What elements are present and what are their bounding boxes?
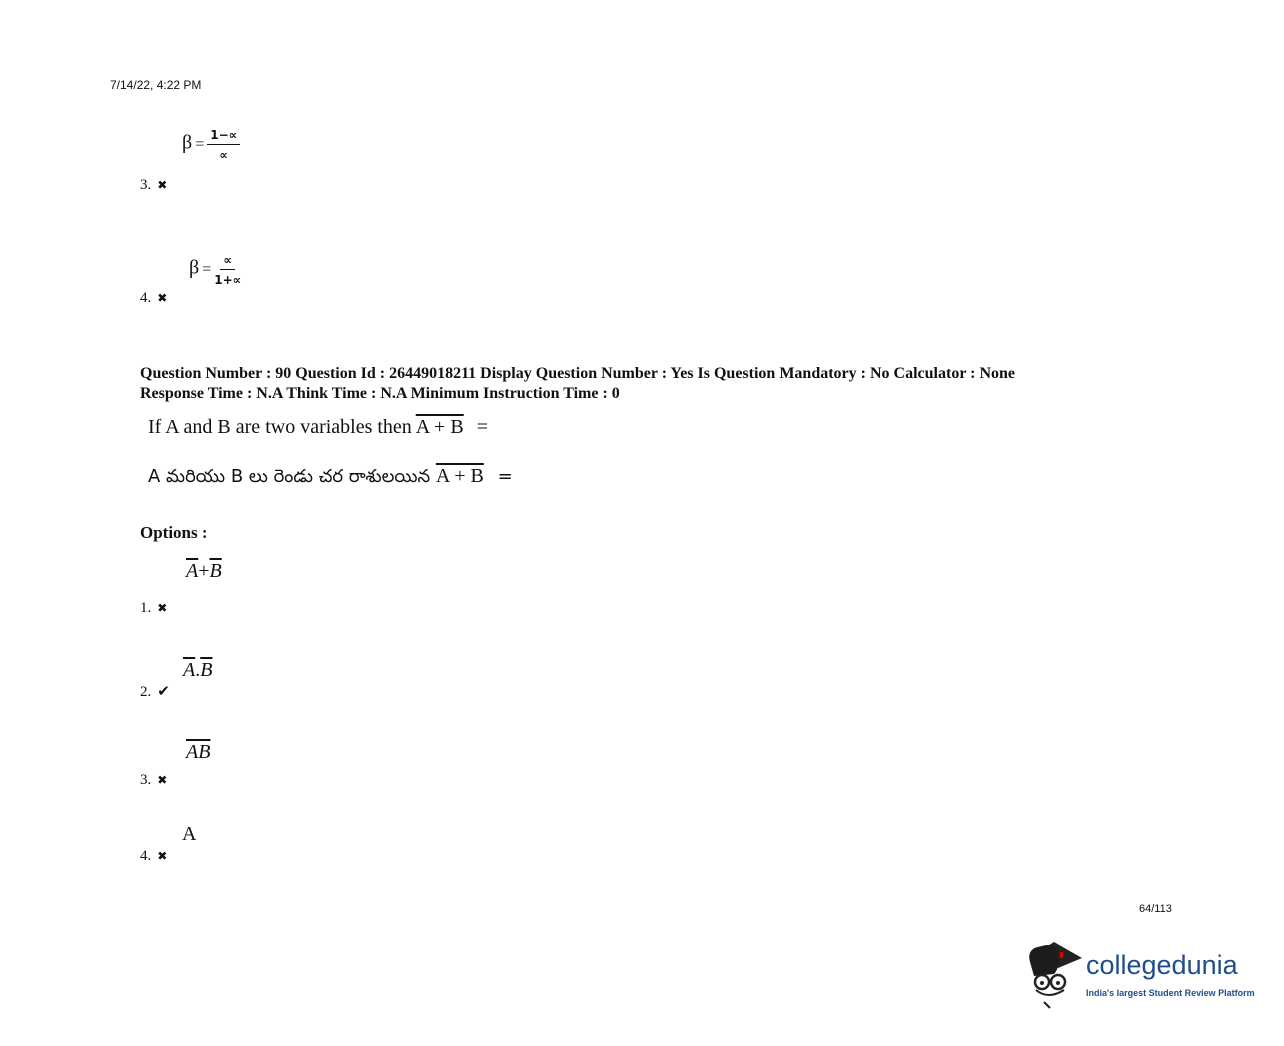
prev-option-4-formula: β = $\frac{\propto}{1+\propto}$: [189, 253, 242, 287]
option-1-formula: $\overline{A}+\overline{B}$: [186, 560, 222, 582]
stem-expression-telugu: A + B: [435, 465, 484, 487]
option-4-formula: A: [182, 823, 197, 845]
option-3-formula: $\overline{AB}$: [186, 741, 211, 763]
collegedunia-mascot-icon: [1024, 938, 1086, 1010]
option-1-label: 1. ✖: [140, 600, 168, 616]
question-stem-telugu: A మరియు B లు రెండు చర రాశులయిన A + B =: [148, 465, 513, 487]
prev-option-3-label: 3. ✖: [140, 177, 168, 193]
options-label: Options :: [140, 523, 208, 542]
check-icon: ✔: [157, 684, 170, 700]
cross-icon: ✖: [157, 773, 168, 787]
print-timestamp: 7/14/22, 4:22 PM: [110, 78, 202, 92]
stem-expression: A + B: [415, 416, 464, 438]
cross-icon: ✖: [157, 291, 168, 305]
question-meta-line-2: Response Time : N.A Think Time : N.A Minimum Instruction Time : 0: [140, 385, 620, 402]
cross-icon: ✖: [157, 178, 168, 192]
brand-tagline: India's largest Student Review Platform: [1086, 988, 1255, 998]
question-meta-line-1: Question Number : 90 Question Id : 26449018211 Display Question Number : Yes Is Question Mandatory : No Calculator : None: [140, 365, 1016, 382]
option-2-label: 2. ✔: [140, 684, 170, 700]
brand-name: collegedunia: [1086, 950, 1238, 980]
cross-icon: ✖: [157, 849, 168, 863]
prev-option-3-formula: β = $\frac{1-\propto}{\propto}$: [182, 128, 240, 162]
option-4-label: 4. ✖: [140, 848, 168, 864]
page-number: 64/113: [1139, 903, 1172, 915]
option-2-formula: $\overline{A}.\overline{B}$: [183, 659, 213, 681]
prev-option-4-label: 4. ✖: [140, 290, 168, 306]
cross-icon: ✖: [157, 601, 168, 615]
question-meta: [140, 364, 1140, 404]
question-stem-english: If A and B are two variables then A + B =: [148, 416, 488, 438]
option-3-label: 3. ✖: [140, 772, 168, 788]
